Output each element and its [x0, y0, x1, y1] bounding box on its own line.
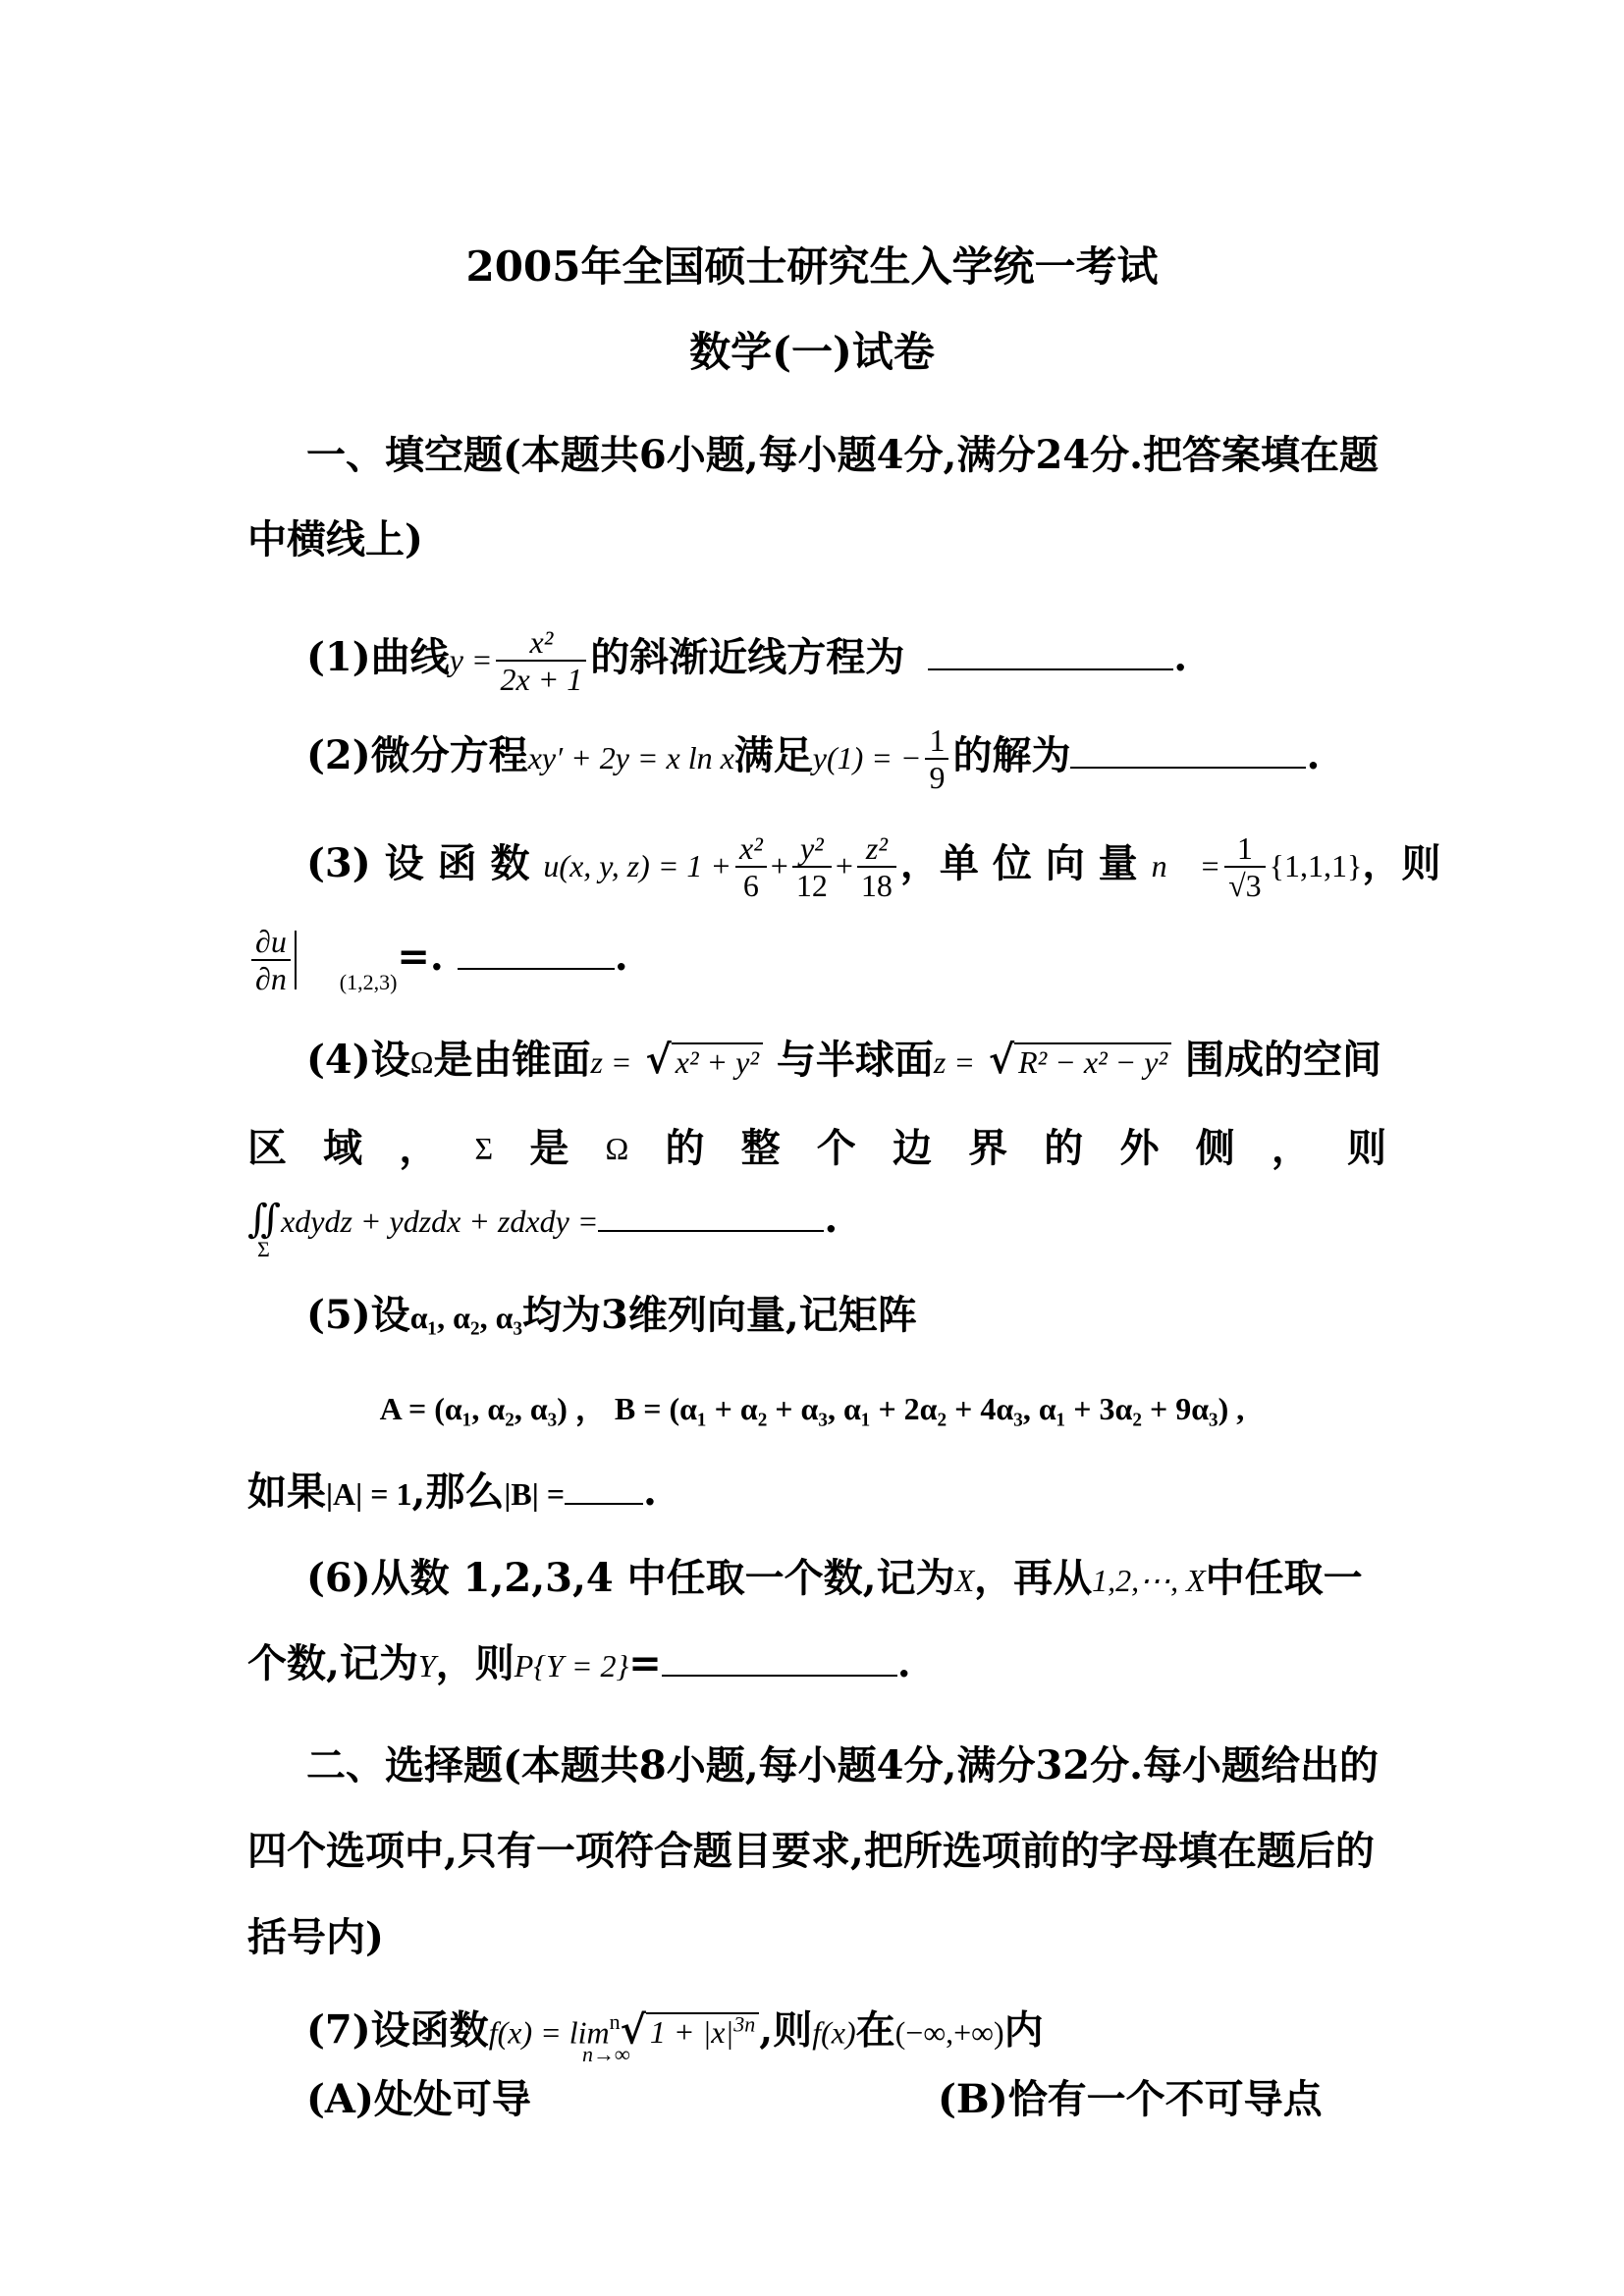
- q5-label: (5)设: [306, 1292, 410, 1338]
- q2-label: (2)微分方程: [306, 732, 528, 778]
- q4-cone: x² + y²: [672, 1042, 763, 1080]
- q4-label: (4)设: [306, 1037, 410, 1083]
- q5-ask: |B| =: [504, 1476, 566, 1512]
- q2-text2: 的解为: [952, 732, 1071, 778]
- q4-char: 外: [1119, 1125, 1160, 1171]
- q3-plus-2: +: [835, 848, 853, 883]
- q4-integral-sub: Σ: [257, 1237, 270, 1261]
- q6-range: 1,2,⋯, X: [1092, 1563, 1206, 1598]
- q3-vec-fraction: [1224, 830, 1266, 903]
- q6-label: (6)从数 1,2,3,4 中任取一个数,记为: [306, 1555, 955, 1601]
- question-2: [306, 717, 1386, 797]
- q3-vec: n⃗ =: [1151, 848, 1221, 883]
- q4-char: 界: [968, 1125, 1008, 1171]
- q6-prob: P{Y = 2}: [514, 1648, 629, 1683]
- q7-fx: f(x): [812, 2014, 856, 2051]
- q3-eval-bar: [295, 931, 297, 989]
- q1-answer-blank: [928, 635, 1173, 670]
- q4-char-omega: Ω: [605, 1131, 629, 1166]
- q4-char: ，: [399, 1125, 439, 1171]
- q7-option-a: (A)处处可导: [306, 2076, 531, 2122]
- q4-integrand: xdydz + ydzdx + zdxdy =: [281, 1203, 599, 1239]
- q3-derivative: [251, 924, 291, 996]
- q4-end: .: [824, 1196, 839, 1242]
- q5-text1: 均为3维列向量,记矩阵: [522, 1292, 917, 1338]
- q6-end: .: [896, 1640, 911, 1686]
- q2-end: .: [1306, 732, 1321, 778]
- q3-t3-den: 18: [860, 868, 893, 903]
- q3-func: u(x, y, z) = 1 +: [543, 848, 731, 883]
- q4-char-sigma: Σ: [474, 1131, 494, 1166]
- q2-fraction: [925, 722, 948, 795]
- question-4-line3: [247, 1190, 1131, 1251]
- q3-term3: [857, 830, 896, 903]
- q7-func: f(x) = lim: [488, 2014, 610, 2051]
- q1-end: .: [1173, 634, 1188, 680]
- q5-end: .: [643, 1468, 657, 1515]
- q4-sphere-lhs: z =: [933, 1044, 975, 1080]
- exam-subtitle: 数学(一)试卷: [689, 328, 935, 376]
- q7-text1: ,则: [759, 2006, 813, 2054]
- question-5: [306, 1286, 1386, 1347]
- q2-cond: y(1) = −: [812, 740, 922, 775]
- q5-cond: |A| = 1: [326, 1476, 412, 1512]
- q3-t1-den: 6: [742, 868, 759, 903]
- question-4: (4)设Ω是由锥面z = √ x² + y² 与半球面z = √ R² − x² − y² 围成的空间: [306, 1037, 1381, 1083]
- q2-answer-blank: [1070, 733, 1306, 769]
- section2-heading-line2: 四个选项中,只有一项符合题目要求,把所选项前的字母填在题后的: [247, 1828, 1375, 1874]
- q1-den: 2x + 1: [500, 662, 583, 697]
- q4-integral: ∬: [247, 1197, 282, 1241]
- q3-term1: [735, 830, 767, 903]
- q3-label: (3) 设 函 数: [306, 840, 530, 886]
- q2-den: 9: [929, 760, 946, 795]
- q6-eq: =: [628, 1640, 662, 1686]
- question-7: (7)设函数$f(x) = \lim^n√$ $1 + |x|^{3n}$ ,则f(x)在(−∞,+∞)内: [306, 2006, 1044, 2054]
- q1-fraction: [496, 624, 586, 697]
- question-6: [306, 1549, 1386, 1610]
- q4-text2: 与半球面: [776, 1037, 934, 1083]
- q4-cone-lhs: z =: [590, 1044, 632, 1080]
- q3-vec-den: √3: [1228, 868, 1262, 903]
- q5-formula: A = (α₁, α₂, α₃) ， B = (α₁ + α₂ + α₃, α₁ + 2α₂ + 4α₃, α₁ + 3α₂ + 9α₃) ,: [379, 1391, 1245, 1426]
- q4-char: 的: [1044, 1125, 1084, 1171]
- q4-char: 域: [323, 1125, 363, 1171]
- q7-option-b: (B)恰有一个不可导点: [938, 2076, 1323, 2122]
- q5-text3: ,那么: [411, 1468, 505, 1515]
- q4-char: 区: [247, 1125, 287, 1171]
- q6-Y: Y: [417, 1648, 436, 1683]
- q6-text4: ，则: [435, 1640, 514, 1686]
- q7-root-exp: 3n: [733, 2011, 756, 2037]
- q3-eq: =.: [397, 934, 444, 980]
- q2-num: 1: [925, 722, 948, 760]
- q2-eq: xy′ + 2y = x ln x: [527, 740, 734, 775]
- q4-char: 则: [1346, 1125, 1386, 1171]
- section1-heading-line2: 中横线上): [247, 516, 423, 562]
- q7-interval: (−∞,+∞): [894, 2014, 1004, 2051]
- q3-t2-num: y²: [792, 830, 832, 868]
- q3-term2: [792, 830, 832, 903]
- q3-vec-num: 1: [1224, 830, 1266, 868]
- section1-heading-line1: 一、填空题(本题共6小题,每小题4分,满分24分.把答案填在题: [306, 432, 1380, 478]
- q3-t3-num: z²: [857, 830, 896, 868]
- section2-heading-line3: 括号内): [247, 1914, 384, 1960]
- q3-plus-1: +: [770, 848, 788, 883]
- exam-title: 2005年全国硕士研究生入学统一考试: [465, 242, 1159, 291]
- q4-char: 边: [892, 1125, 932, 1171]
- q6-text3: 个数,记为: [247, 1640, 418, 1686]
- question-3: [306, 825, 1441, 905]
- q4-char: 侧: [1195, 1125, 1235, 1171]
- q4-answer-blank: [598, 1197, 824, 1232]
- q3-t1-num: x²: [735, 830, 767, 868]
- q4-char: 是: [529, 1125, 569, 1171]
- q3-answer-blank: [458, 934, 615, 970]
- q3-deriv-num: ∂u: [251, 924, 291, 961]
- question-5-line3: [247, 1463, 1131, 1523]
- q6-text1: ，再从: [974, 1555, 1093, 1601]
- q7-text3: 内: [1003, 2006, 1044, 2054]
- q1-lhs: y =: [449, 642, 493, 677]
- q4-char: 个: [816, 1125, 856, 1171]
- q5-vecs: α₁, α₂, α₃: [409, 1300, 523, 1335]
- q2-text1: 满足: [733, 732, 813, 778]
- q6-text2: 中任取一: [1205, 1555, 1363, 1601]
- q4-text3: 围成的空间: [1184, 1037, 1381, 1083]
- q4-char: 的: [665, 1125, 705, 1171]
- q5-text2: 如果: [247, 1468, 326, 1515]
- q3-deriv-den: ∂n: [255, 961, 287, 996]
- q3-end: .: [614, 934, 628, 980]
- q1-num: x²: [496, 624, 586, 662]
- q3-text2: ，则: [1362, 840, 1441, 886]
- q3-t2-den: 12: [795, 868, 828, 903]
- q7-label: (7)设函数: [306, 2006, 489, 2054]
- q6-answer-blank: [662, 1641, 897, 1677]
- q4-char: ，: [1271, 1125, 1311, 1171]
- question-3-line2: [247, 918, 935, 1022]
- q7-lim-sub: n→∞: [582, 2042, 630, 2066]
- q5-answer-blank: [565, 1469, 643, 1505]
- q3-text1: ，单 位 向 量: [899, 840, 1138, 886]
- section2-heading-line1: 二、选择题(本题共8小题,每小题4分,满分32分.每小题给出的: [306, 1742, 1380, 1789]
- q7-root-base: 1 + |x|: [649, 2014, 734, 2051]
- q4-text1: 是由锥面: [433, 1037, 591, 1083]
- q7-idx: n: [609, 2009, 621, 2034]
- question-6-line2: [247, 1634, 1131, 1695]
- q6-X: X: [954, 1563, 975, 1598]
- q1-text: 的斜渐近线方程为: [590, 634, 905, 680]
- q3-point: (1,2,3): [339, 970, 398, 994]
- question-1: [306, 618, 1386, 699]
- q4-omega: Ω: [409, 1044, 434, 1080]
- q1-label: (1)曲线: [306, 634, 450, 680]
- question-4-line2: [247, 1114, 1386, 1183]
- q3-set: {1,1,1}: [1269, 848, 1363, 883]
- q4-sphere: R² − x² − y²: [1014, 1042, 1171, 1080]
- q7-text2: 在: [855, 2006, 895, 2054]
- q4-char: 整: [740, 1125, 781, 1171]
